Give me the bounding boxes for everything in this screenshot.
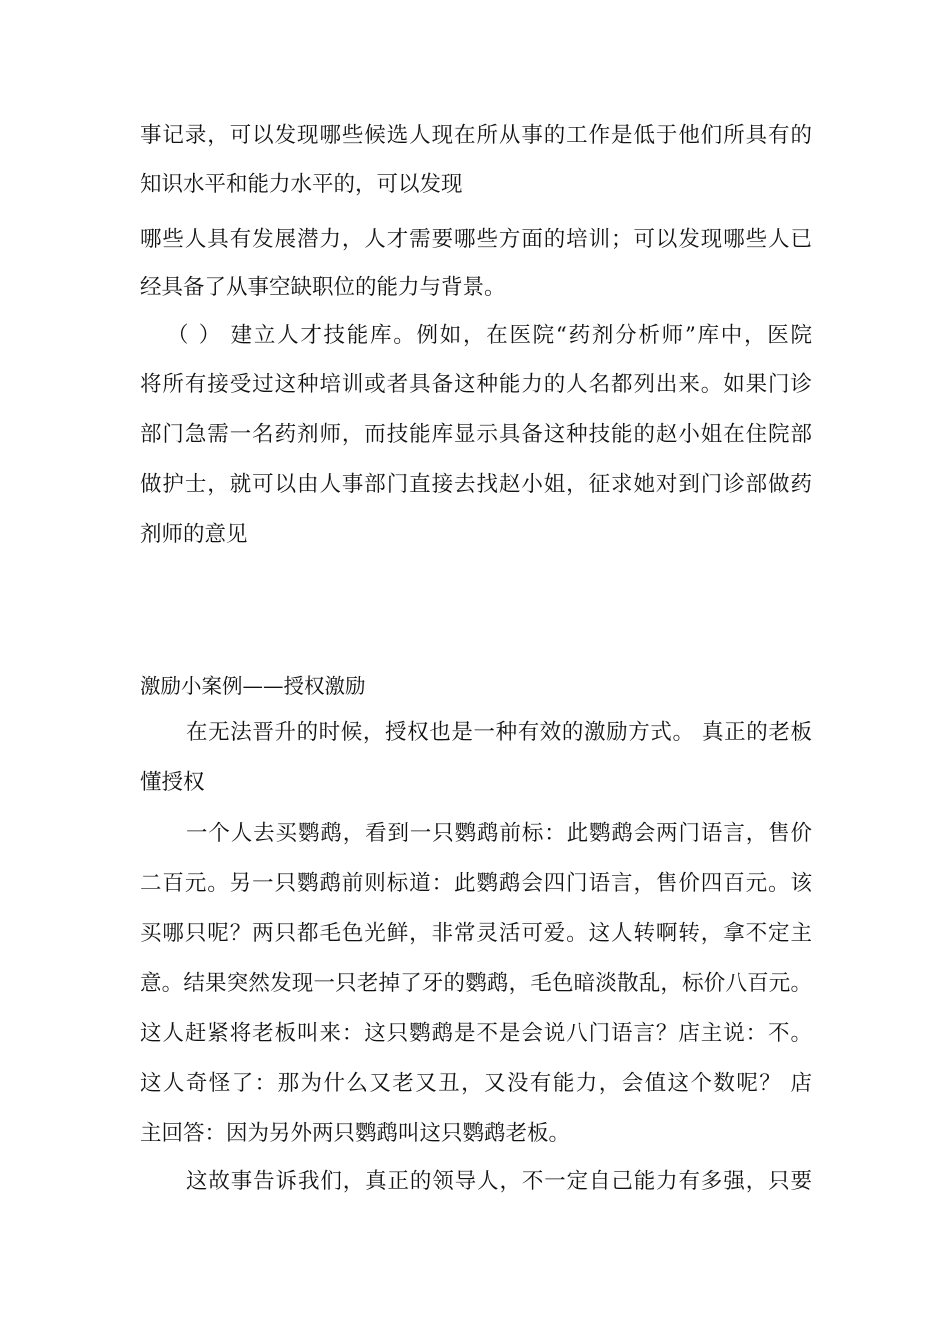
paragraph-line: 知识水平和能力水平的，可以发现 [140,172,463,197]
paragraph-line: 在无法晋升的时候，授权也是一种有效的激励方式。 真正的老板 [186,720,812,745]
paragraph-line: 将所有接受过这种培训或者具备这种能力的人名都列出来。如果门诊 [140,372,812,397]
paragraph-line: 这人赶紧将老板叫来：这只鹦鹉是不是会说八门语言？店主说：不。 [140,1021,812,1046]
paragraph-line: 做护士，就可以由人事部门直接去找赵小姐，征求她对到门诊部做药 [140,472,812,497]
paragraph-line: 二百元。另一只鹦鹉前则标道：此鹦鹉会四门语言，售价四百元。该 [140,871,812,896]
paragraph-line: 一个人去买鹦鹉，看到一只鹦鹉前标：此鹦鹉会两门语言，售价 [186,821,812,846]
paragraph-line: 事记录，可以发现哪些候选人现在所从事的工作是低于他们所具有的 [140,123,812,148]
paragraph-line: 这人奇怪了：那为什么又老又丑，又没有能力，会值这个数呢？ 店 [140,1071,812,1096]
paragraph-line: 哪些人具有发展潜力，人才需要哪些方面的培训；可以发现哪些人已 [140,227,812,252]
paragraph-line: 买哪只呢？两只都毛色光鲜，非常灵活可爱。这人转啊转，拿不定主 [140,921,812,946]
case-title: 激励小案例——授权激励 [140,674,366,698]
paragraph-line: 懂授权 [140,770,205,795]
paragraph-line: 剂师的意见 [140,522,248,547]
paragraph-line: 意。结果突然发现一只老掉了牙的鹦鹉，毛色暗淡散乱，标价八百元。 [140,971,812,996]
paragraph-line: 部门急需一名药剂师，而技能库显示具备这种技能的赵小姐在住院部 [140,422,812,447]
paragraph-line: 主回答：因为另外两只鹦鹉叫这只鹦鹉老板。 [140,1121,571,1146]
paragraph-line: 这故事告诉我们，真正的领导人，不一定自己能力有多强，只要 [186,1169,812,1194]
paragraph-line: 经具备了从事空缺职位的能力与背景。 [140,275,506,300]
paragraph-line: （ ） 建立人才技能库。例如，在医院“药剂分析师”库中，医院 [167,323,812,348]
